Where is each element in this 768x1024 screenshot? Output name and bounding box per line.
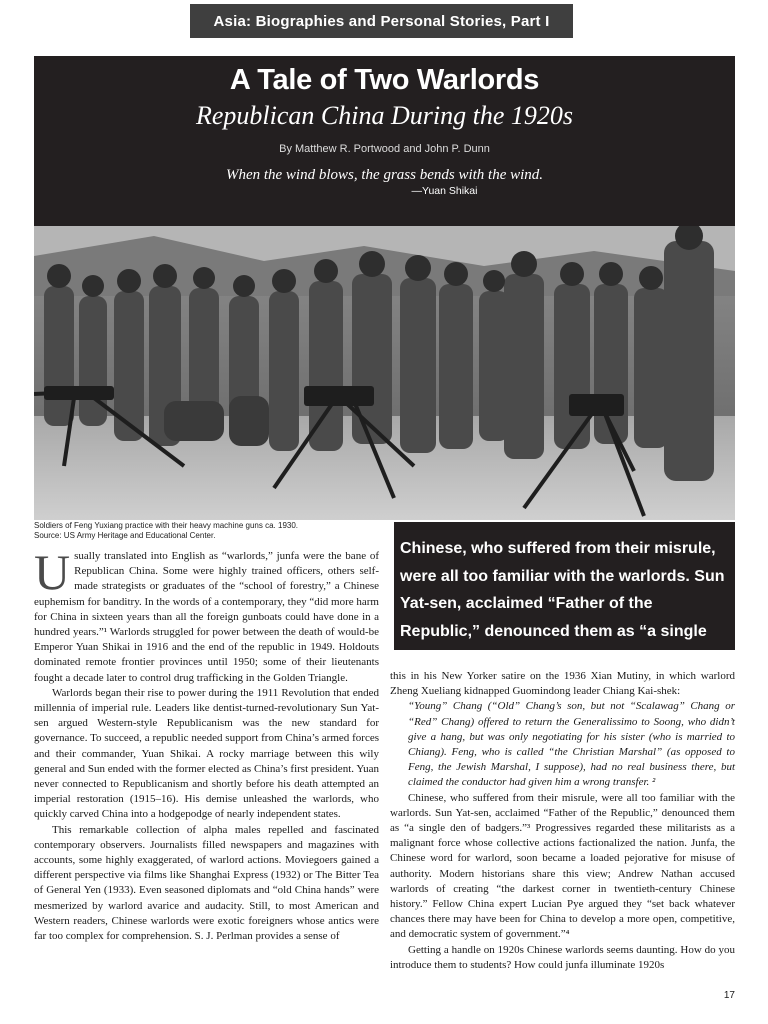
article-title: A Tale of Two Warlords [229, 64, 540, 96]
photo-caption [34, 521, 394, 541]
drop-cap: U [34, 544, 71, 600]
historical-photo [34, 226, 735, 520]
right-column [390, 669, 735, 973]
byline: By Matthew R. Portwood and John P. Dunn [279, 143, 490, 155]
article-subtitle: Republican China During the 1920s [196, 101, 573, 130]
left-column [34, 544, 379, 944]
page-number: 17 [723, 990, 735, 1001]
paragraph: This remarkable collection of alpha males repelled and fascinated contemporary observers. Journalists filled newspapers and magazines with accounts, some highly exaggerated, of warlord actions. Moviegoers gained a different perspective via films like Shanghai Express (1932) or The Bitter Tea of General Yen (1933). Even seasoned diplomats and “old China hands” were mesmerized by warlord avarice and audacity. Still, to most American and Western readers, Chinese warlords were exotic foreigners whose antics were far too complex for comprehension. S. J. Perlman provides a sense of [34, 823, 379, 943]
paragraph: this in his New Yorker satire on the 1936 Xian Mutiny, in which warlord Zheng Xueliang kidnapped Guomindong leader Chiang Kai-shek: [390, 670, 735, 698]
paragraph: Chinese, who suffered from their misrule, were all too familiar with the warlords. Sun Yat-sen, acclaimed “Father of the Republic,” denounced them as “a single den of badgers.”³ Progressives regarded these militarists as a malignant force whose collective actions factionalized the nation. Junfa, the Chinese word for warlord, soon became a loaded pejorative for misuse of authority. Modern historians share this view; Andrew Nathan accused warlords of creating “the darkest corner in twentieth-century Chinese history.” Fellow China expert Lucian Pye argued they “set back whatever chances there may have been for China to develop a more open, competitive, and democratic system of government.”⁴ [390, 791, 735, 941]
series-banner: Asia: Biographies and Personal Stories, Part I [190, 4, 573, 38]
epigraph-attribution: —Yuan Shikai [411, 185, 478, 197]
caption-source: Source: US Army Heritage and Educational Center. [34, 531, 216, 540]
paragraph: sually translated into English as “warlords,” junfa were the bane of Republican China. Some were highly trained officers, others self-made strategists or graduates of the “school of forestry,” a Chinese euphemism for banditry. In the words of a contemporary, they “did more harm for China in sixteen years than all the foreign gunboats could have done in a hundred years.”¹ Warlords struggled for power between the death of would-be Emperor Yuan Shikai in 1916 and the end of the republic in 1949. Holdouts dominated remote frontier provinces until 1950; some of their lieutenants fought a decade later to control drug trafficking in the Golden Triangle. [34, 550, 379, 684]
pull-quote: Chinese, who suffered from their misrule, were all too familiar with the warlords. Sun Yat-sen, acclaimed “Father of the Republic,” denounced them as “a single den of badgers.” [394, 522, 735, 650]
paragraph: Getting a handle on 1920s Chinese warlords seems daunting. How do you introduce them to students? How could junfa illuminate 1920s [390, 943, 735, 971]
block-quote: “Young” Chang (“Old” Chang’s son, but not “Scalawag” Chang or “Red” Chang) offered to return the Generalissimo to Soong, who didn’t give a hang, but was only negotiating for his sister (who is married to Chiang). Feng, who is called “the Christian Marshal” (as opposed to Feng, the Jewish Marshal, I suppose), had no real business there, but claimed the conductor had given him a wrong transfer. ² [408, 700, 735, 789]
epigraph-quote: When the wind blows, the grass bends with the wind. [225, 167, 544, 183]
caption-text: Soldiers of Feng Yuxiang practice with their heavy machine guns ca. 1930. [34, 521, 299, 530]
soldiers-photo-image [34, 226, 735, 520]
paragraph: Warlords began their rise to power during the 1911 Revolution that ended millennia of imperial rule. Leaders like dentist-turned-revolutionary Sun Yat-sen argued Western-style Republicanism was the new standard for governance. To succeed, a republic needed support from China’s armed forces and their commander, Yuan Shikai. A rocky marriage between this wily general and Sun ended with the former elected as China’s first president. Yuan never connected to Republicanism and shortly before his death attempted an imperial restoration (1915–16). His demise unleashed the warlords, who quickly carved China into a hodgepodge of nearly independent states. [34, 686, 379, 821]
article-header [34, 56, 735, 226]
